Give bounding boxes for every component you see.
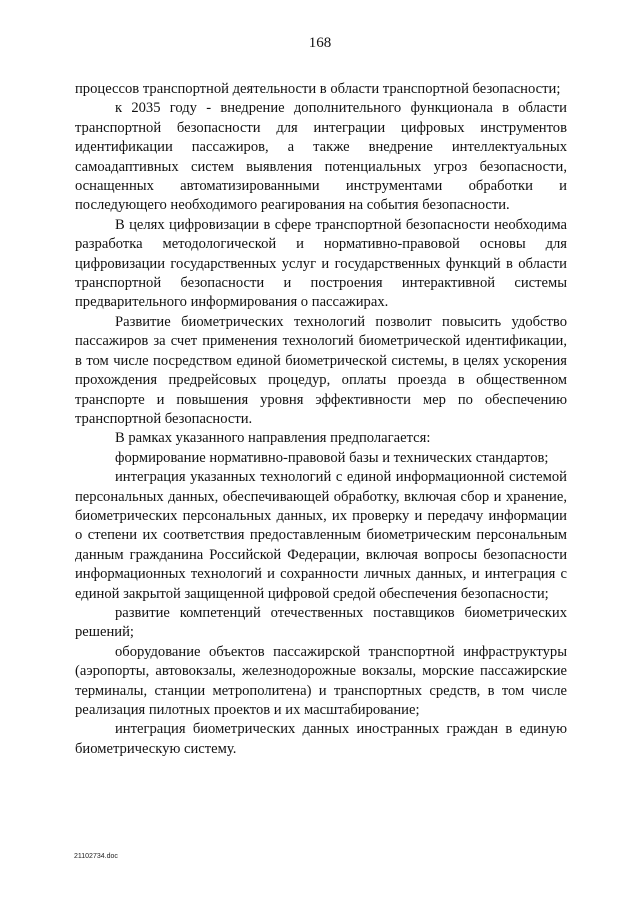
paragraph-10: интеграция биометрических данных иностранных граждан в единую биометрическую систему.	[75, 721, 567, 757]
footer-file-code: 21102734.doc	[74, 853, 118, 860]
paragraph-3: В целях цифровизации в сфере транспортной безопасности необходима разработка методологической и нормативно-правовой основы для цифровизации государственных услуг и государственных функций в области транспортной безопасности и построения интерактивной системы предварительного информирования о пассажирах.	[75, 216, 567, 311]
paragraph-5: В рамках указанного направления предполагается:	[115, 430, 431, 447]
paragraph-2: к 2035 году - внедрение дополнительного функционала в области транспортной безопасности для интеграции цифровых инструментов идентификации пассажиров, а также внедрение интеллектуальных самоадаптивных систем выявления потенциальных угроз безопасности, оснащенных автоматизированными инструментами обработки и последующего необходимого реагирования на события безопасности.	[75, 100, 567, 214]
paragraph-6: формирование нормативно-правовой базы и технических стандартов;	[115, 449, 549, 466]
document-body	[75, 80, 567, 759]
page-number: 168	[308, 35, 332, 51]
paragraph-9: оборудование объектов пассажирской транспортной инфраструктуры (аэропорты, автовокзалы, железнодорожные вокзалы, морские пассажирские терминалы, станции метрополитена) и транспортных средств, в том числе реализация пилотных проектов и их масштабирование;	[75, 643, 567, 718]
paragraph-8: развитие компетенций отечественных поставщиков биометрических решений;	[75, 604, 567, 641]
paragraph-4: Развитие биометрических технологий позволит повысить удобство пассажиров за счет применения технологий биометрической идентификации, в том числе посредством единой биометрической системы, в целях ускорения прохождения предрейсовых процедур, оплаты проезда в общественном транспорте и повышения уровня эффективности мер по обеспечению транспортной безопасности.	[75, 313, 567, 427]
paragraph-7: интеграция указанных технологий с единой информационной системой персональных данных, обеспечивающей обработку, включая сбор и хранение, биометрических персональных данных, их проверку и передачу информации о степени их соответствия предоставленным биометрическим персональным данным гражданина Российской Федерации, включая вопросы безопасности информационных технологий и сохранности личных данных, и интеграция с единой закрытой защищенной цифровой средой обеспечения безопасности;	[75, 469, 567, 602]
paragraph-1: процессов транспортной деятельности в области транспортной безопасности;	[75, 81, 561, 97]
